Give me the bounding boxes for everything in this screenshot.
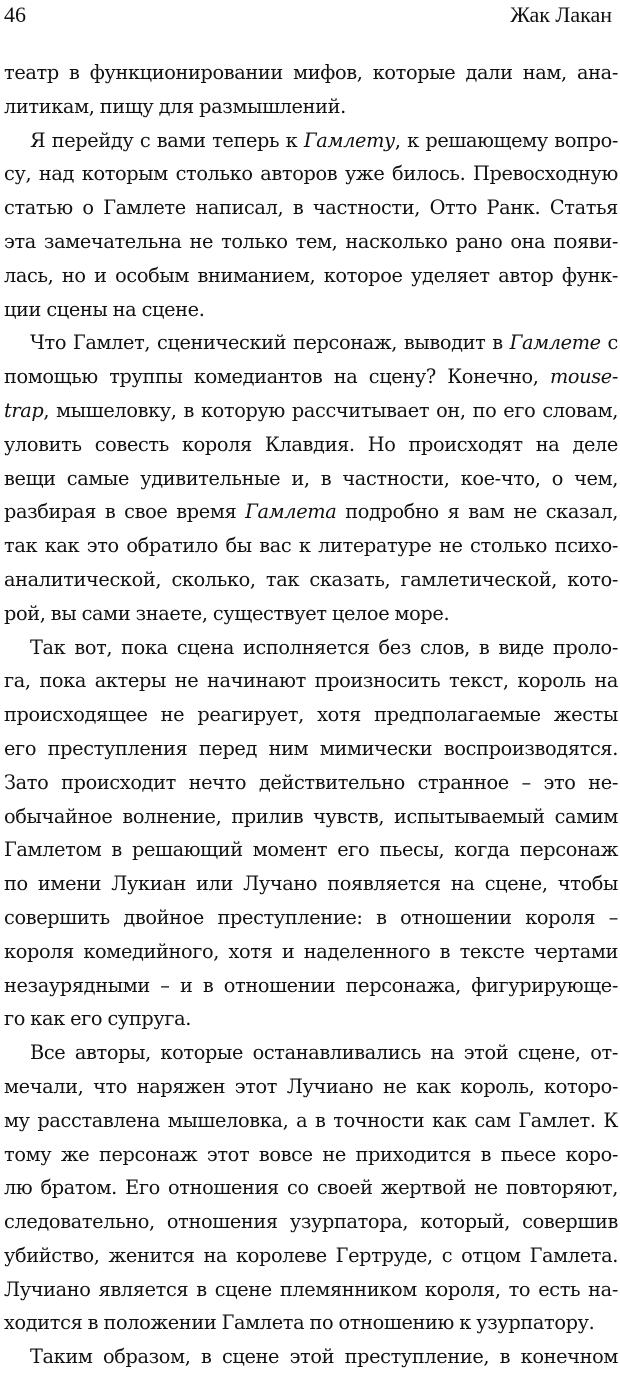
text-run: Зато происходит нечто действительно странное – это не-: [4, 770, 618, 794]
text-line: [4, 191, 618, 225]
text-run: лю братом. Его отношения со своей жертвой не повторяют,: [4, 1176, 618, 1200]
text-line: [4, 1340, 618, 1374]
text-line: [4, 631, 618, 665]
text-run: му расставлена мышеловка, а в точности как сам Гамлет. К: [4, 1108, 618, 1132]
text-run: литикам, пищу для размышлений.: [4, 94, 346, 118]
text-run: Так вот, пока сцена исполняется без слов, в виде проло-: [30, 635, 618, 659]
text-run: мечали, что наряжен этот Лучиано не как король, которо-: [4, 1074, 618, 1098]
italic-run: mouse-: [549, 365, 618, 389]
text-line: [4, 1306, 618, 1340]
text-line: [4, 563, 618, 597]
text-line: [4, 293, 618, 327]
text-line: [4, 1171, 618, 1205]
text-run: , к решающему вопро-: [394, 128, 618, 152]
text-run: незаурядными – и в отношении персонажа, фигурирующе-: [4, 973, 618, 997]
text-run: уловить совесть короля Клавдия. Но происходят на деле: [4, 432, 618, 456]
text-run: Лучиано является в сцене племянником короля, то есть на-: [4, 1277, 618, 1301]
text-line: [4, 664, 618, 698]
text-run: Я перейду с вами теперь к: [30, 128, 304, 152]
text-run: происходящее не реагирует, хотя предполагаемые жесты: [4, 703, 618, 727]
text-line: [4, 157, 618, 191]
text-run: убийство, женится на королеве Гертруде, с отцом Гамлета.: [4, 1243, 618, 1267]
text-run: так как это обратило бы вас к литературе не столько психо-: [4, 534, 618, 558]
text-run: Таким образом, в сцене этой преступление, в конечном: [30, 1345, 618, 1369]
text-line: [4, 1205, 618, 1239]
text-run: театр в функционировании мифов, которые дали нам, ана-: [4, 61, 618, 84]
text-line: [4, 1104, 618, 1138]
text-line: [4, 1002, 618, 1036]
text-line: [4, 1070, 618, 1104]
text-run: га, пока актеры не начинают произносить текст, король на: [4, 669, 618, 693]
text-line: [4, 462, 618, 496]
text-run: ции сцены на сцене.: [4, 297, 205, 321]
text-line: [4, 90, 618, 124]
italic-run: Гамлету: [303, 128, 395, 152]
text-line: [4, 833, 618, 867]
text-run: короля комедийного, хотя и наделенного в тексте чертами: [4, 939, 618, 963]
text-run: следовательно, отношения узурпатора, который, совершив: [4, 1210, 618, 1234]
text-run: аналитической, сколько, так сказать, гамлетической, кото-: [4, 567, 618, 591]
text-run: статью о Гамлете написал, в частности, Отто Ранк. Статья: [4, 196, 618, 220]
text-line: [4, 56, 618, 90]
text-run: , мышеловку, в которую рассчитывает он, по его словам,: [43, 398, 618, 422]
text-line: [4, 969, 618, 1003]
text-line: [4, 360, 618, 394]
text-run: вещи самые удивительные и, в частности, кое-что, о чем,: [4, 466, 618, 490]
text-line: [4, 1036, 618, 1070]
italic-run: Гамлете: [509, 331, 601, 355]
text-line: [4, 800, 618, 834]
paragraph: [4, 631, 618, 1037]
text-run: с: [600, 331, 618, 355]
text-line: [4, 901, 618, 935]
text-line: [4, 326, 618, 360]
text-line: [4, 867, 618, 901]
running-head: Жак Лакан: [510, 2, 612, 27]
text-run: лась, но и особым вниманием, которое уделяет автор функ-: [4, 263, 618, 287]
text-run: эта замечательна не только тем, насколько рано она появи-: [4, 229, 618, 253]
text-run: обычайное волнение, прилив чувств, испытываемый самим: [4, 804, 618, 828]
text-run: рой, вы сами знаете, существует целое море.: [4, 601, 450, 625]
page-header: [4, 0, 612, 36]
text-run: подробно я вам не сказал,: [336, 500, 618, 524]
paragraph: [4, 1340, 618, 1374]
text-run: по имени Лукиан или Лучано появляется на сцене, чтобы: [4, 872, 618, 896]
text-line: [4, 766, 618, 800]
paragraph: [4, 124, 618, 327]
text-line: [4, 394, 618, 428]
text-run: су, над которым столько авторов уже билось. Превосходную: [4, 162, 618, 186]
text-line: [4, 225, 618, 259]
text-run: помощью труппы комедиантов на сцену? Конечно,: [4, 365, 550, 389]
text-run: Что Гамлет, сценический персонаж, выводит в: [30, 331, 510, 355]
italic-run: trap: [4, 398, 44, 422]
text-line: [4, 1239, 618, 1273]
text-line: [4, 529, 618, 563]
paragraph: [4, 1036, 618, 1340]
text-run: Все авторы, которые останавливались на этой сцене, от-: [30, 1041, 618, 1065]
text-line: [4, 732, 618, 766]
text-run: тому же персонаж этот вовсе не приходится в пьесе коро-: [4, 1142, 618, 1166]
text-run: разбирая в свое время: [4, 500, 246, 524]
text-run: его преступления перед ним мимически воспроизводятся.: [4, 736, 618, 760]
body-text: [4, 56, 618, 1374]
text-run: го как его супруга.: [4, 1007, 192, 1031]
text-run: ходится в положении Гамлета по отношению к узурпатору.: [4, 1311, 595, 1335]
text-run: совершить двойное преступление: в отношении короля –: [4, 905, 618, 929]
text-line: [4, 259, 618, 293]
paragraph: [4, 56, 618, 124]
text-line: [4, 1138, 618, 1172]
text-run: Гамлетом в решающий момент его пьесы, когда персонаж: [4, 838, 618, 862]
text-line: [4, 124, 618, 158]
text-line: [4, 495, 618, 529]
text-line: [4, 698, 618, 732]
text-line: [4, 935, 618, 969]
text-line: [4, 1273, 618, 1307]
text-line: [4, 428, 618, 462]
paragraph: [4, 326, 618, 630]
page-number: 46: [4, 2, 26, 27]
text-line: [4, 597, 618, 631]
italic-run: Гамлета: [245, 500, 337, 524]
